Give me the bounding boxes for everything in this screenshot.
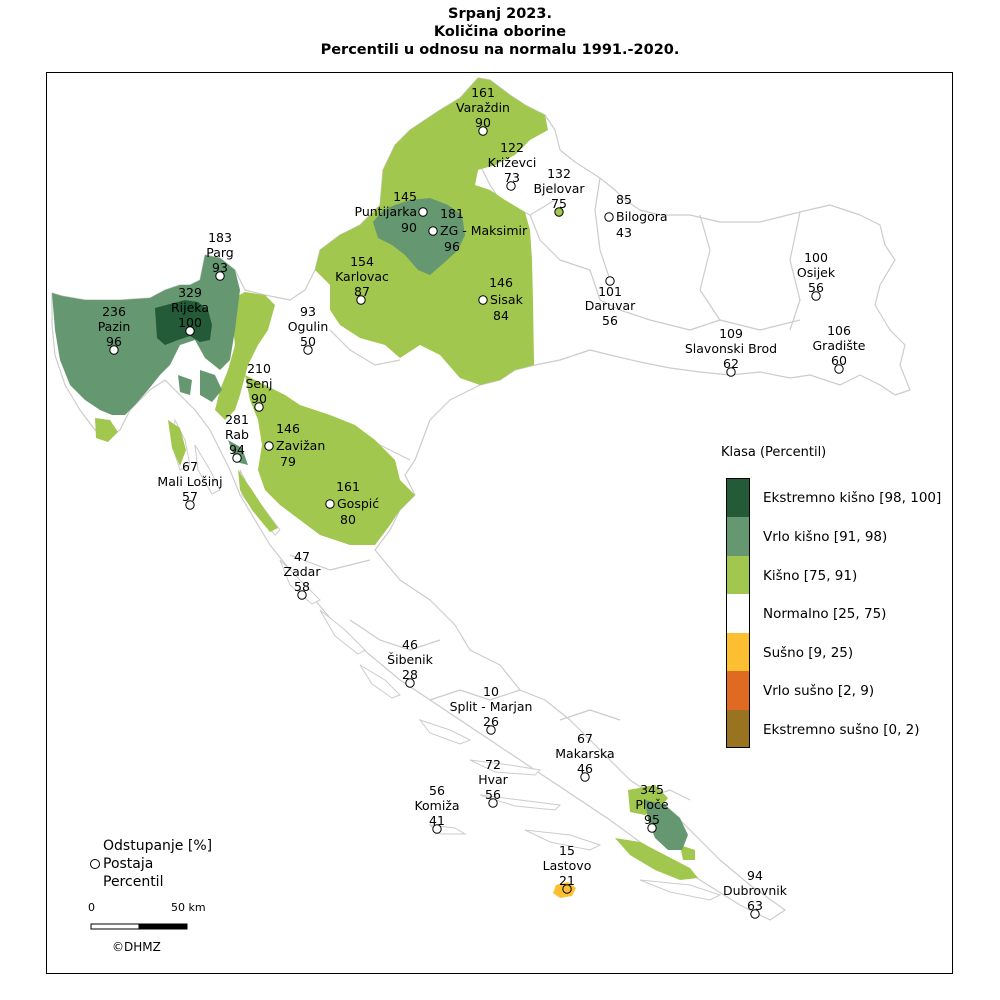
station-percentile: 56 (808, 280, 824, 295)
station-deviation: 10 (483, 684, 499, 699)
station-name: Šibenik (387, 652, 433, 667)
station-percentile: 96 (106, 334, 122, 349)
station-deviation: 154 (350, 254, 374, 269)
station-marker-icon (265, 442, 273, 450)
station-deviation: 93 (300, 304, 316, 319)
legend-label-kisno: Kišno [75, 91) (763, 568, 858, 584)
station-name: Bjelovar (533, 181, 585, 196)
station-deviation: 183 (208, 230, 232, 245)
station-name: Pazin (97, 319, 131, 334)
station-percentile: 80 (340, 512, 356, 527)
station-deviation: 161 (336, 479, 360, 494)
station-deviation: 146 (276, 421, 300, 436)
station-deviation: 329 (178, 285, 202, 300)
station-name: Puntijarka (354, 204, 417, 219)
station-deviation: 109 (719, 326, 743, 341)
station-percentile: 95 (644, 812, 660, 827)
station-name: Varaždin (456, 100, 510, 115)
station-name: Makarska (555, 746, 615, 761)
station-name: ZG - Maksimir (440, 223, 528, 238)
station-percentile: 90 (401, 220, 417, 235)
station-name: Gospić (337, 496, 380, 511)
legend-label-normalno: Normalno [25, 75) (763, 606, 887, 622)
station-deviation: 46 (402, 637, 418, 652)
legend-label-ekstremno-kisno: Ekstremno kišno [98, 100] (763, 490, 942, 506)
station-percentile: 79 (280, 454, 296, 469)
station-percentile: 56 (485, 787, 501, 802)
station-name: Senj (245, 376, 273, 391)
scalebar-end-label: 50 km (171, 901, 206, 914)
station-name: Gradište (812, 338, 866, 353)
legend-swatch-kisno (727, 556, 749, 594)
station-deviation: 94 (747, 868, 763, 883)
station-percentile: 87 (354, 284, 370, 299)
station-percentile: 43 (616, 225, 632, 240)
key-station-label: Postaja (103, 856, 154, 872)
station-27 (414, 783, 459, 833)
legend-swatch-vrlo-susno (727, 671, 749, 710)
legend-label-vrlo-kisno: Vrlo kišno [91, 98) (763, 529, 888, 545)
station-percentile: 56 (602, 313, 618, 328)
station-deviation: 281 (225, 412, 249, 427)
station-percentile: 46 (577, 761, 593, 776)
station-deviation: 101 (598, 284, 622, 299)
station-name: Komiža (414, 798, 460, 813)
station-deviation: 122 (500, 140, 524, 155)
title-line-1: Srpanj 2023. (448, 6, 552, 22)
station-percentile: 62 (723, 356, 739, 371)
station-deviation: 67 (577, 731, 593, 746)
station-percentile: 21 (559, 873, 575, 888)
station-marker-icon (326, 500, 334, 508)
station-deviation: 72 (485, 757, 501, 772)
legend-label-ekstremno-susno: Ekstremno sušno [0, 2) (763, 722, 920, 738)
legend-colorbar (726, 478, 750, 748)
legend-swatch-ekstremno-kisno (727, 479, 749, 517)
station-name: Bilogora (616, 209, 668, 224)
scalebar (90, 923, 190, 931)
station-name: Osijek (796, 265, 836, 280)
station-name: Ogulin (287, 319, 329, 334)
station-name: Zadar (283, 564, 321, 579)
station-deviation: 236 (102, 304, 126, 319)
station-percentile: 50 (300, 334, 316, 349)
station-percentile: 60 (831, 353, 847, 368)
key-station-marker-icon (88, 857, 102, 871)
station-percentile: 75 (551, 196, 567, 211)
station-name: Karlovac (335, 269, 389, 284)
station-name: Parg (206, 245, 234, 260)
station-name: Zavižan (276, 438, 326, 453)
station-percentile: 26 (483, 714, 499, 729)
station-deviation: 181 (440, 206, 464, 221)
station-name: Ploče (635, 797, 669, 812)
legend-label-susno: Sušno [9, 25) (763, 645, 854, 661)
station-name: Dubrovnik (722, 883, 788, 898)
scalebar-start-label: 0 (88, 901, 95, 914)
title-line-2: Količina oborine (433, 24, 567, 40)
copyright: ©DHMZ (112, 940, 161, 954)
station-percentile: 90 (475, 115, 491, 130)
station-percentile: 90 (251, 391, 267, 406)
station-marker-icon (479, 296, 487, 304)
station-deviation: 47 (294, 549, 310, 564)
station-percentile: 58 (294, 579, 310, 594)
station-name: Daruvar (584, 298, 636, 313)
station-percentile: 57 (182, 489, 198, 504)
legend-swatch-vrlo-kisno (727, 517, 749, 556)
station-deviation: 132 (547, 166, 571, 181)
station-percentile: 84 (493, 308, 509, 323)
legend-swatch-susno (727, 633, 749, 671)
station-marker-icon (429, 227, 437, 235)
station-percentile: 94 (229, 442, 245, 457)
station-percentile: 63 (747, 898, 763, 913)
station-name: Split - Marjan (449, 699, 533, 714)
station-name: Slavonski Brod (684, 341, 778, 356)
station-name: Mali Lošinj (157, 474, 223, 489)
station-29 (543, 843, 592, 893)
station-percentile: 100 (178, 315, 202, 330)
station-percentile: 28 (402, 667, 418, 682)
station-percentile: 96 (444, 239, 460, 254)
station-deviation: 161 (471, 85, 495, 100)
station-percentile: 73 (504, 170, 520, 185)
station-deviation: 85 (616, 192, 632, 207)
station-deviation: 15 (559, 843, 575, 858)
legend-swatch-ekstremno-susno (727, 710, 749, 747)
legend-label-vrlo-susno: Vrlo sušno [2, 9) (763, 683, 875, 699)
station-name: Lastovo (542, 858, 592, 873)
station-name: Sisak (490, 292, 523, 307)
station-deviation: 145 (393, 189, 417, 204)
title-line-3: Percentili u odnosu na normalu 1991.-2020. (320, 42, 680, 58)
station-marker-icon (419, 208, 427, 216)
station-deviation: 345 (640, 782, 664, 797)
station-deviation: 210 (247, 361, 271, 376)
station-name: Križevci (487, 155, 537, 170)
station-deviation: 67 (182, 459, 198, 474)
station-deviation: 100 (804, 250, 828, 265)
station-percentile: 93 (212, 260, 228, 275)
station-deviation: 146 (489, 275, 513, 290)
station-deviation: 106 (827, 323, 851, 338)
station-marker-icon (605, 213, 613, 221)
key-deviation-label: Odstupanje [%] (103, 838, 213, 854)
station-name: Hvar (478, 772, 508, 787)
legend-title: Klasa (Percentil) (721, 445, 827, 460)
station-name: Rijeka (170, 300, 210, 315)
station-20 (157, 459, 222, 509)
legend-swatch-normalno (727, 594, 749, 633)
station-deviation: 56 (429, 783, 445, 798)
station-percentile: 41 (429, 813, 445, 828)
key-percentile-label: Percentil (103, 874, 164, 890)
station-name: Rab (224, 427, 250, 442)
